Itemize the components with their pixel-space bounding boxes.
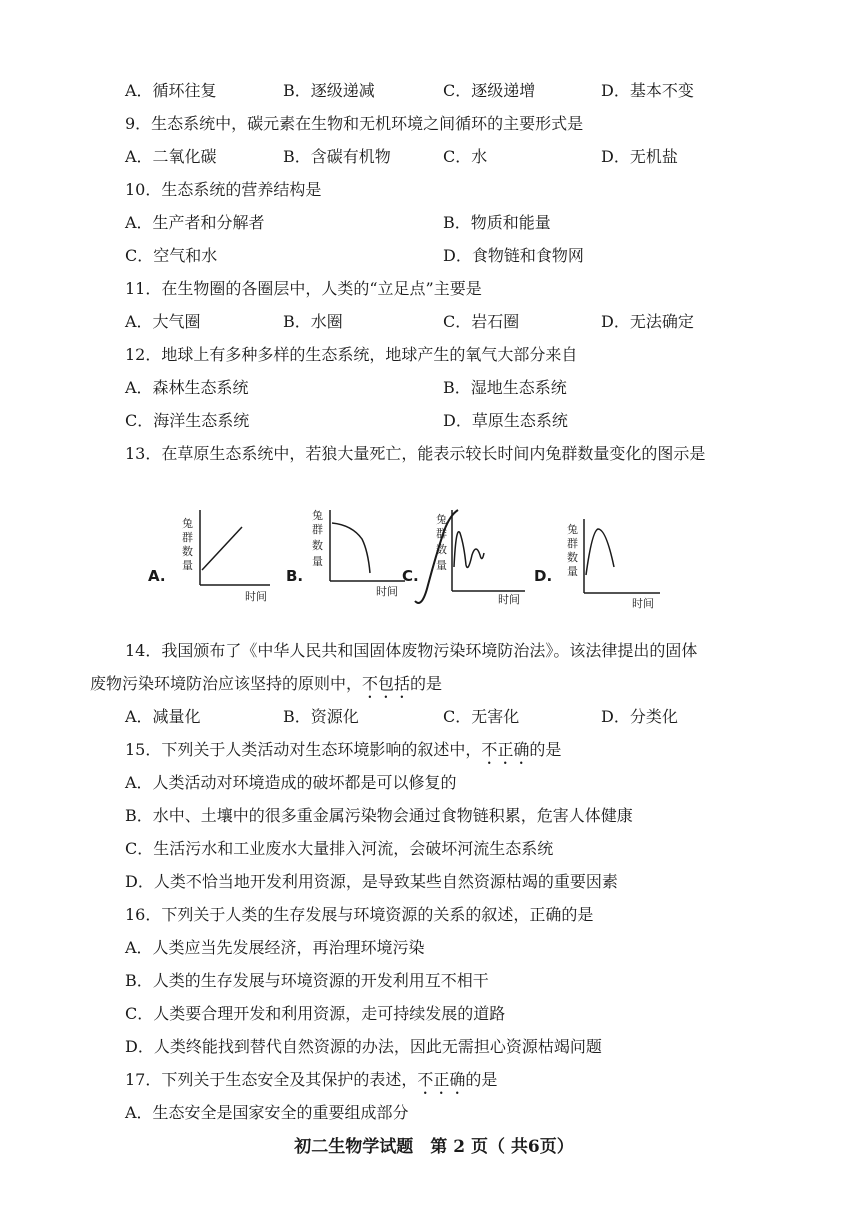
graph-d-ylabel-3: 数: [567, 551, 578, 564]
graph-c-ylabel-2: 群: [436, 527, 447, 540]
graph-b-ylabel-2: 群: [312, 523, 323, 536]
q10-stem: 10．生态系统的营养结构是: [125, 180, 322, 199]
q17-stem-emph: 不正确: [417, 1070, 466, 1089]
q15-option-a: A．人类活动对环境造成的破坏都是可以修复的: [125, 773, 457, 792]
q8-option-b: B．逐级递减: [283, 81, 375, 100]
graph-a-ylabel-1: 兔: [182, 517, 193, 530]
q11-option-d: D．无法确定: [601, 312, 694, 331]
q15-stem: [125, 739, 561, 768]
q11-stem: 11．在生物圈的各圈层中，人类的“立足点”主要是: [125, 279, 482, 298]
q9-option-c: C．水: [443, 147, 488, 166]
q15-option-b: B．水中、土壤中的很多重金属污染物会通过食物链积累，危害人体健康: [125, 806, 633, 825]
graph-b-ylabel-4: 量: [312, 555, 323, 568]
q14-option-d: D．分类化: [601, 707, 678, 726]
q12-stem: 12．地球上有多种多样的生态系统，地球产生的氧气大部分来自: [125, 345, 578, 364]
graph-c-ylabel-3: 数: [436, 543, 447, 556]
graph-a-ylabel-2: 群: [182, 531, 193, 544]
graph-d-ylabel-1: 兔: [567, 523, 578, 536]
q17-stem-post: 的是: [465, 1070, 498, 1089]
graph-d-ylabel: [567, 522, 578, 578]
q9-stem: 9．生态系统中，碳元素在生物和无机环境之间循环的主要形式是: [125, 114, 584, 133]
graph-b-xlabel: 时间: [376, 585, 398, 598]
q14-stem-post: 的是: [410, 674, 443, 693]
graph-b-ylabel-1: 兔: [312, 509, 323, 522]
graph-c-ylabel-4: 量: [436, 559, 447, 572]
q13-graphs: [140, 505, 680, 615]
q14-stem-line1: 14．我国颁布了《中华人民共和国固体废物污染环境防治法》。该法律提出的固体: [125, 641, 698, 660]
graph-c-curve: [454, 532, 484, 568]
q14-option-c: C．无害化: [443, 707, 520, 726]
q11-option-c: C．岩石圈: [443, 312, 520, 331]
q8-option-a: A．循环往复: [125, 81, 217, 100]
graph-d-ylabel-2: 群: [567, 537, 578, 550]
q12-option-c: C．海洋生态系统: [125, 411, 250, 430]
graph-c: [402, 510, 525, 606]
q14-option-a: A．减量化: [125, 707, 201, 726]
graph-c-label: C.: [402, 567, 419, 585]
graph-d-curve: [586, 529, 614, 575]
q14-option-b: B．资源化: [283, 707, 359, 726]
q10-option-d: D．食物链和食物网: [443, 246, 584, 265]
q13-stem: 13．在草原生态系统中，若狼大量死亡，能表示较长时间内兔群数量变化的图示是: [125, 444, 706, 463]
q17-stem: [125, 1069, 497, 1098]
q14-stem-line2: [90, 673, 442, 702]
graph-a-ylabel-4: 量: [182, 559, 193, 572]
q10-option-b: B．物质和能量: [443, 213, 551, 232]
q9-option-a: A．二氧化碳: [125, 147, 217, 166]
q8-option-d: D．基本不变: [601, 81, 694, 100]
graph-d-label: D.: [534, 567, 553, 585]
graph-b: [286, 508, 405, 598]
q11-option-a: A．大气圈: [125, 312, 201, 331]
q11-option-b: B．水圈: [283, 312, 343, 331]
q16-stem: 16．下列关于人类的生存发展与环境资源的关系的叙述，正确的是: [125, 905, 594, 924]
page-footer: 初二生物学试题 第 2 页（ 共6页）: [294, 1137, 574, 1157]
graph-a-ylabel-3: 数: [182, 545, 193, 558]
q15-stem-post: 的是: [529, 740, 562, 759]
q16-option-d: D．人类终能找到替代自然资源的办法，因此无需担心资源枯竭问题: [125, 1037, 602, 1056]
q15-option-c: C．生活污水和工业废水大量排入河流，会破坏河流生态系统: [125, 839, 554, 858]
graph-b-curve: [332, 523, 370, 573]
q14-stem-emph: 不包括: [362, 674, 411, 693]
graph-a: [148, 510, 270, 603]
q15-option-d: D．人类不恰当地开发利用资源，是导致某些自然资源枯竭的重要因素: [125, 872, 618, 891]
graph-b-ylabel-3: 数: [312, 539, 323, 552]
graph-d-xlabel: 时间: [632, 597, 654, 610]
q17-option-a: A．生态安全是国家安全的重要组成部分: [125, 1103, 409, 1122]
graph-d-ylabel-4: 量: [567, 565, 578, 578]
graph-d: [534, 519, 660, 610]
q8-option-c: C．逐级递增: [443, 81, 536, 100]
q15-stem-emph: 不正确: [481, 740, 530, 759]
q12-option-a: A．森林生态系统: [125, 378, 249, 397]
q15-stem-pre: 15．下列关于人类活动对生态环境影响的叙述中，: [125, 740, 482, 759]
q10-option-a: A．生产者和分解者: [125, 213, 265, 232]
q14-stem-pre: 废物污染环境防治应该坚持的原则中，: [90, 674, 363, 693]
graph-c-ylabel: [436, 512, 447, 572]
q17-stem-pre: 17．下列关于生态安全及其保护的表述，: [125, 1070, 418, 1089]
q10-option-c: C．空气和水: [125, 246, 218, 265]
q16-option-a: A．人类应当先发展经济，再治理环境污染: [125, 938, 425, 957]
q16-option-c: C．人类要合理开发和利用资源，走可持续发展的道路: [125, 1004, 506, 1023]
graph-a-xlabel: 时间: [245, 590, 267, 603]
graph-b-label: B.: [286, 567, 304, 585]
q9-option-d: D．无机盐: [601, 147, 678, 166]
q9-option-b: B．含碳有机物: [283, 147, 391, 166]
graph-a-ylabel: [182, 516, 193, 572]
q16-option-b: B．人类的生存发展与环境资源的开发利用互不相干: [125, 971, 489, 990]
graph-b-ylabel: [312, 508, 323, 568]
graph-a-label: A.: [148, 567, 166, 585]
graph-a-curve: [202, 527, 242, 570]
graph-c-ylabel-1: 兔: [436, 513, 447, 526]
q12-option-b: B．湿地生态系统: [443, 378, 567, 397]
q12-option-d: D．草原生态系统: [443, 411, 568, 430]
graph-c-xlabel: 时间: [498, 593, 520, 606]
